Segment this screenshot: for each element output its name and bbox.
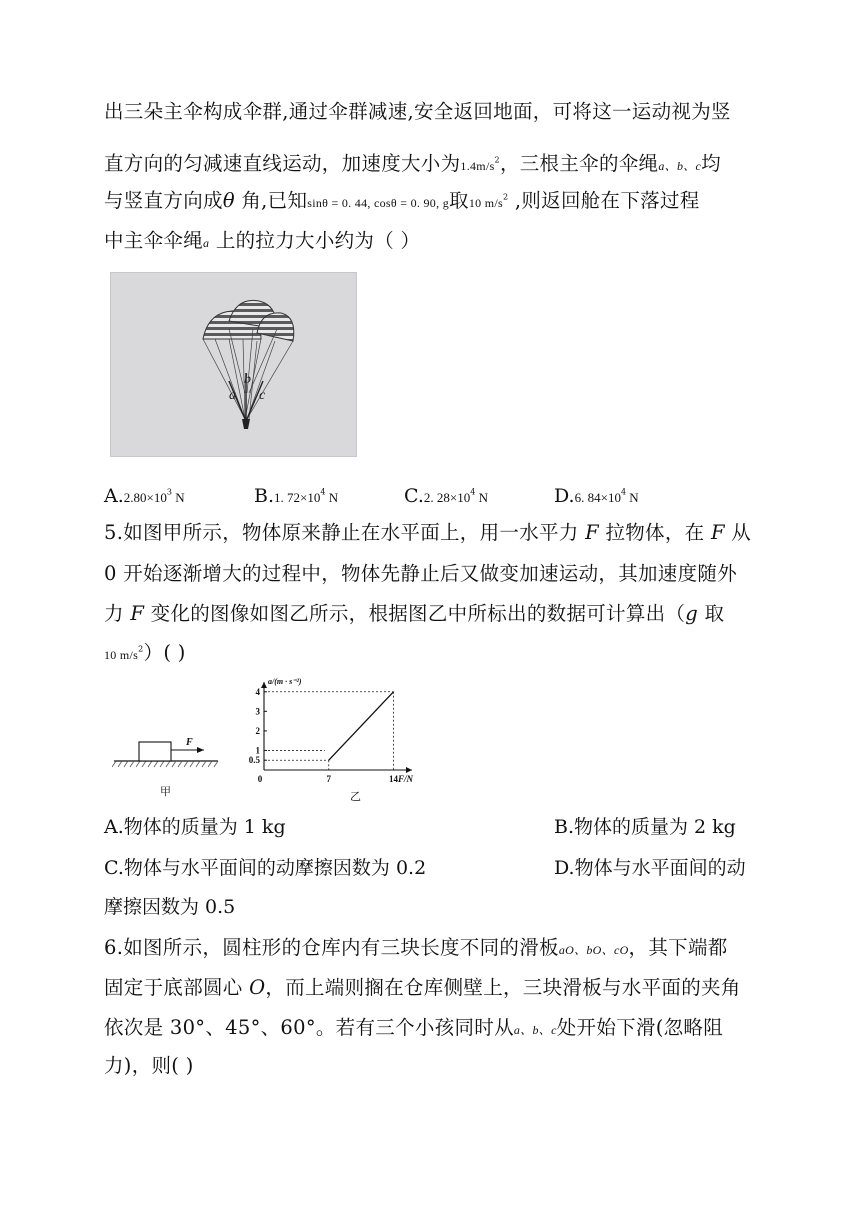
series-line xyxy=(329,692,394,760)
q5-line-3: 力 F 变化的图像如图乙所示，根据图乙中所标出的数据可计算出（g 取 xyxy=(104,602,725,625)
rope-label-b: b xyxy=(244,372,251,387)
q6-line-3: 依次是 30°、45°、60°。若有三个小孩同时从a、b、c处开始下滑(忽略阻 xyxy=(104,1016,724,1039)
figure-yi-chart xyxy=(240,674,430,804)
y-tick-label: 2 xyxy=(255,725,260,736)
start-points: a、b、c xyxy=(513,1023,557,1037)
q5-line-1: 5.如图甲所示，物体原来静止在水平面上，用一水平力 F 拉物体，在 F 从 xyxy=(104,521,752,544)
x-tick-label: 0 xyxy=(257,774,263,784)
x-tick-label: 7 xyxy=(326,774,331,784)
parachute-photo xyxy=(110,272,357,457)
figure-yi-label: 乙 xyxy=(350,790,361,803)
q5-option-c[interactable]: C.物体与水平面间的动摩擦因数为 0.2 xyxy=(104,857,427,879)
y-axis-label: a/(m · s⁻²) xyxy=(268,677,302,686)
q5-option-d-continued: 摩擦因数为 0.5 xyxy=(104,896,236,918)
q4-line-4: 中主伞伞绳a 上的拉力大小约为（ ） xyxy=(104,229,421,252)
q5-line-2: 0 开始逐渐增大的过程中，物体先静止后又做变加速运动，其加速度随外 xyxy=(104,562,738,585)
q4-option-b[interactable]: B.1. $72\times 10^4$ N xyxy=(254,485,339,507)
y-tick-label: 0.5 xyxy=(248,755,260,766)
q5-option-b[interactable]: B.物体的质量为 2 kg xyxy=(554,816,736,838)
figure-jia xyxy=(112,725,222,800)
y-tick-label: 1 xyxy=(255,745,260,756)
rope-label-c: c xyxy=(259,388,266,403)
q5-option-d[interactable]: D.物体与水平面间的动 xyxy=(554,857,746,879)
rope-label-a: a xyxy=(229,388,236,403)
svg-text:F: F xyxy=(186,737,193,748)
q6-line-4: 力)，则( ) xyxy=(104,1054,194,1077)
acceleration-value: 1.4m/s xyxy=(460,159,495,173)
figure-jia-label: 甲 xyxy=(160,785,171,798)
boards-label: aO、bO、cO xyxy=(558,943,629,957)
q4-line-1: 出三朵主伞构成伞群,通过伞群减速,安全返回地面，可将这一运动视为竖 xyxy=(104,100,731,123)
q4-line-2: 直方向的匀减速直线运动，加速度大小为$1.4m/s^2$，三根主伞的伞绳a、b、c均 xyxy=(104,152,721,175)
q4-option-d[interactable]: D.6. $84\times 10^4$ N xyxy=(554,485,639,507)
q5-line-4: 10 $m/s^2$）( ) xyxy=(104,641,186,664)
q5-option-a[interactable]: A.物体的质量为 1 kg xyxy=(104,816,286,838)
x-axis-arrow xyxy=(406,767,412,773)
x-tick-label: 14 xyxy=(389,774,398,784)
x-axis-label: F/N xyxy=(398,774,414,784)
q6-line-2: 固定于底部圆心 O，而上端则搁在仓库侧壁上，三块滑板与水平面的夹角 xyxy=(104,976,741,999)
q4-option-c[interactable]: C.2. $28\times 10^4$ N xyxy=(404,485,488,507)
q6-line-1: 6.如图所示，圆柱形的仓库内有三块长度不同的滑板aO、bO、cO，其下端都 xyxy=(104,936,728,959)
y-axis-arrow xyxy=(261,682,267,688)
y-tick-label: 3 xyxy=(255,706,260,717)
y-tick-label: 4 xyxy=(255,686,260,697)
ropes-abc: a、b、c xyxy=(658,159,702,173)
trig-values: sinθ = 0. 44, cosθ = 0. 90, g xyxy=(307,196,449,210)
q4-option-a[interactable]: $A.2.80\times 10^3$ N xyxy=(104,485,185,507)
parachute-illustration xyxy=(111,273,356,456)
q4-line-3: 与竖直方向成θ 角,已知sinθ = 0. 44, cosθ = 0. 90, g取10 $m/s^2$ ,则返回舱在下落过程 xyxy=(104,189,700,212)
